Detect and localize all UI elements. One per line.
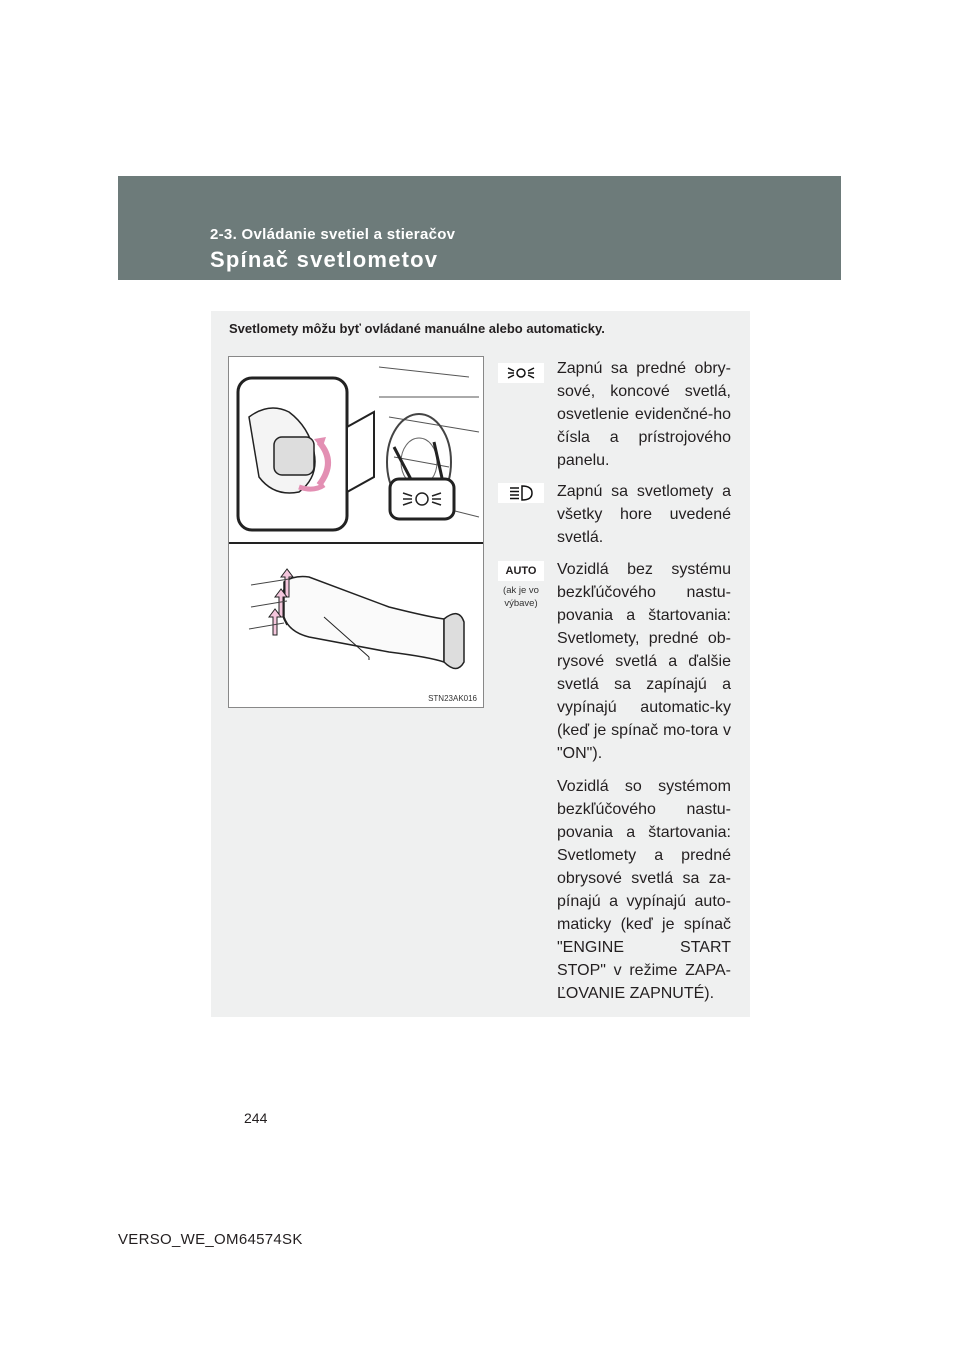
auto-text-with-keyless: Vozidlá so systémom bezkľúčového nastu-povania a štartovania: Svetlomety a predné obrysové svetlá sa za-pínajú a vypínajú auto-maticky (keď je spínač "ENGINE START STOP" v režime ZAPA-ĽOVANIE ZAPNUTÉ). [557, 778, 731, 1002]
section-label: 2-3. Ovládanie svetiel a stieračov [210, 226, 456, 243]
equipment-note: (ak je vo výbave) [503, 585, 539, 609]
item-description-auto [557, 558, 731, 1005]
illustration-drawing [229, 357, 483, 707]
item-description-tail-lights: Zapnú sa predné obry-sové, koncové svetlá, osvetlenie evidenčné-ho čísla a prístrojového panelu. [557, 360, 731, 469]
intro-text: Svetlomety môžu byť ovládané manuálne alebo automaticky. [229, 321, 605, 336]
section-header [118, 176, 841, 280]
headlight-icon-box [498, 483, 544, 503]
auto-text-without-keyless: Vozidlá bez systému bezkľúčového nastu-povania a štartovania: Svetlomety, predné ob-rysové svetlá a ďalšie svetlá sa zapínajú a vypínajú automatic-ky (keď je spínač mo-tora v "ON"). [557, 561, 731, 762]
headlight-icon [498, 483, 544, 503]
tail-lights-icon-box [498, 363, 544, 383]
headlight-switch-illustration [228, 356, 484, 708]
page-number: 244 [244, 1110, 268, 1126]
content-panel [211, 311, 750, 1017]
tail-lights-icon [498, 363, 544, 383]
footer-code: VERSO_WE_OM64574SK [118, 1231, 303, 1248]
auto-icon: AUTO [498, 561, 544, 581]
page-title: Spínač svetlometov [210, 247, 439, 272]
item-description-headlights: Zapnú sa svetlomety a všetky hore uvedené svetlá. [557, 483, 731, 546]
figure-code: STN23AK016 [428, 694, 477, 703]
